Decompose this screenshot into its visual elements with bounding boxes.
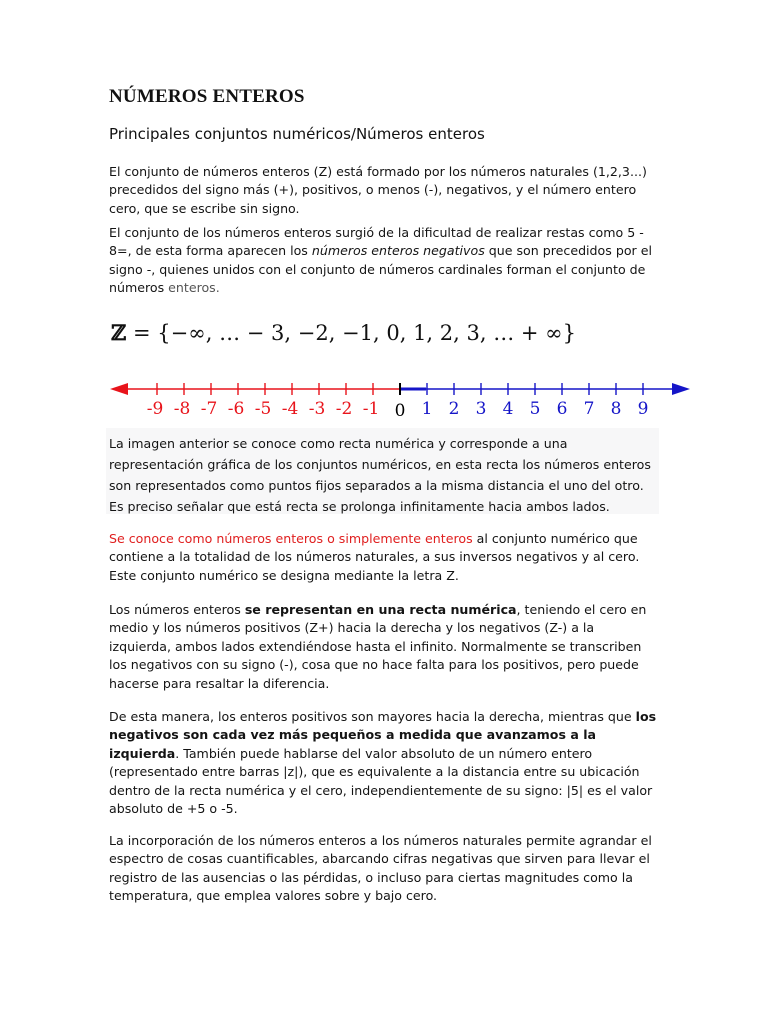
paragraph-set-definition-text: al conjunto numérico que contiene a la totalidad de los números naturales, a sus inversos negativos y al cero. Este conjunto numérico se designa mediante la letra Z. (109, 531, 640, 583)
number-line-label: 9 (637, 399, 649, 419)
paragraph-origin-text-c: que son precedidos por el signo -, quienes unidos con el conjunto de números cardinales forman el conjunto de números (109, 243, 652, 296)
paragraph-origin-text-a: El conjunto de los números enteros surgió de la dificultad de realizar restas como 5 - 8=, de esta forma aparecen los (109, 225, 644, 259)
paragraph-order-bold: los negativos son cada vez más pequeños a medida que avanzamos a la izquierda (109, 709, 657, 761)
number-line-label: 3 (475, 399, 487, 419)
highlighted-definition: Se conoce como números enteros o simplemente enteros (109, 531, 473, 546)
paragraph-representation-text-c: , teniendo el cero en medio y los números positivos (Z+) hacia la derecha y los negativos (Z-) a la izquierda, ambos lados extendiéndose hasta el infinito. Normalmente se transcriben los negativos con su signo (-), cosa que no hace falta para los positivos, pero puede hacerse para resaltar la diferencia. (109, 602, 647, 691)
integer-set-formula (111, 320, 576, 345)
number-line-label: -4 (281, 399, 299, 419)
number-line-label: 4 (502, 399, 514, 419)
number-line-label: 0 (394, 401, 406, 421)
number-line-label: -6 (227, 399, 245, 419)
number-line-label: 2 (448, 399, 460, 419)
number-line-label: -5 (254, 399, 272, 419)
number-line (108, 375, 698, 425)
paragraph-order-text-a: De esta manera, los enteros positivos son mayores hacia la derecha, mientras que (109, 709, 636, 724)
number-line-right-arrow (672, 383, 690, 395)
number-line-left-arrow (110, 383, 128, 395)
paragraph-origin (109, 224, 657, 298)
number-line-label: -3 (308, 399, 326, 419)
number-line-caption-box (106, 428, 659, 514)
number-line-label: -8 (173, 399, 191, 419)
number-line-label: -9 (146, 399, 164, 419)
document-title: NÚMEROS ENTEROS (109, 86, 305, 107)
paragraph-definition: El conjunto de números enteros (Z) está formado por los números naturales (1,2,3...) precedidos del signo más (+), positivos, o menos (-), negativos, y el número entero cero, que se escribe sin signo. (109, 164, 647, 216)
integer-set-elements: = {−∞, … − 3, −2, −1, 0, 1, 2, 3, … + ∞} (126, 321, 577, 345)
paragraph-set-definition (109, 530, 657, 585)
number-line-label: -7 (200, 399, 218, 419)
number-line-label: 1 (421, 399, 433, 419)
paragraph-order-text-c: . También puede hablarse del valor absoluto de un número entero (representado entre barras |z|), que es equivalente a la distancia entre su ubicación dentro de la recta numérica y el cero, independientemente de su signo: |5| es el valor absoluto de +5 o -5. (109, 745, 653, 817)
number-line-label: 6 (556, 399, 568, 419)
paragraph-representation (109, 601, 657, 693)
number-line-label: 8 (610, 399, 622, 419)
paragraph-incorporation: La incorporación de los números enteros a los números naturales permite agrandar el espectro de cosas cuantificables, abarcando cifras negativas que sirven para llevar el registro de las ausencias o las pérdidas, o incluso para ciertas magnitudes como la temperatura, que emplea valores sobre y bajo cero. (109, 833, 652, 904)
number-line-label: 5 (529, 399, 541, 419)
number-line-caption: La imagen anterior se conoce como recta numérica y corresponde a una representación gráfica de los conjuntos numéricos, en esta recta los números enteros son representados como puntos fijos separados a la misma distancia el uno del otro. Es preciso señalar que está recta se prolonga infinitamente hacia ambos lados. (109, 436, 651, 514)
number-line-label: -1 (362, 399, 380, 419)
document-subtitle: Principales conjuntos numéricos/Números enteros (109, 125, 485, 143)
number-line-label: 7 (583, 399, 595, 419)
paragraph-order (109, 708, 657, 818)
paragraph-origin-text-d: enteros. (168, 280, 220, 296)
paragraph-representation-text-a: Los números enteros (109, 602, 245, 617)
paragraph-representation-bold: se representan en una recta numérica (244, 602, 517, 617)
number-line-label: -2 (335, 399, 353, 419)
integer-set-symbol: ℤ (111, 320, 127, 345)
paragraph-origin-emphasis: números enteros negativos (311, 243, 485, 259)
